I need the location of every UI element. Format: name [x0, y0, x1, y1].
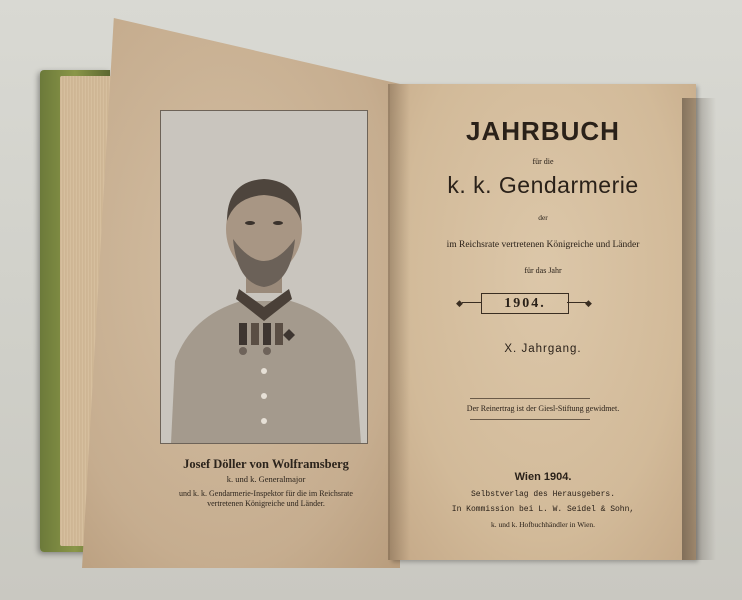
- dedication-text: Der Reinertrag ist der Giesl-Stiftung gewidmet.: [466, 404, 620, 413]
- year-box: 1904.: [481, 293, 569, 314]
- publisher-line3: k. und k. Hofbuchhändler in Wien.: [490, 520, 596, 529]
- ornament-dot-left: ◆: [456, 298, 463, 308]
- title-page: [390, 84, 696, 560]
- volume-number: X. Jahrgang.: [504, 343, 582, 355]
- subtitle: im Reichsrate vertretenen Königreiche und Länder: [446, 240, 640, 250]
- portrait-description-line2: vertretenen Königreiche und Länder.: [207, 499, 325, 508]
- portrait-description: [148, 489, 384, 509]
- portrait-description-line1: und k. k. Gendarmerie-Inspektor für die im Reichsrate: [179, 489, 353, 498]
- book-gutter: [388, 84, 410, 560]
- publisher-line1: Selbstverlag des Herausgebers.: [470, 490, 616, 499]
- rule-bottom: [470, 419, 590, 420]
- portrait-photo: [160, 110, 368, 444]
- organization-name: k. k. Gendarmerie: [447, 172, 639, 198]
- der-text: der: [538, 213, 548, 222]
- portrait-rank: k. und k. Generalmajor: [226, 474, 306, 484]
- portrait-illustration: [161, 111, 367, 443]
- fur-das-jahr-text: für das Jahr: [524, 266, 562, 275]
- ornament-dot-right: ◆: [585, 298, 592, 308]
- place-year: Wien 1904.: [514, 471, 572, 483]
- rule-top: [470, 398, 590, 399]
- book-title: JAHRBUCH: [466, 116, 620, 146]
- publisher-line2: In Kommission bei L. W. Seidel & Sohn,: [451, 505, 635, 514]
- ornament-right: [567, 302, 587, 303]
- ornament-left: [462, 302, 482, 303]
- fur-die-text: für die: [532, 157, 554, 166]
- portrait-name: Josef Döller von Wolframsberg: [183, 457, 349, 471]
